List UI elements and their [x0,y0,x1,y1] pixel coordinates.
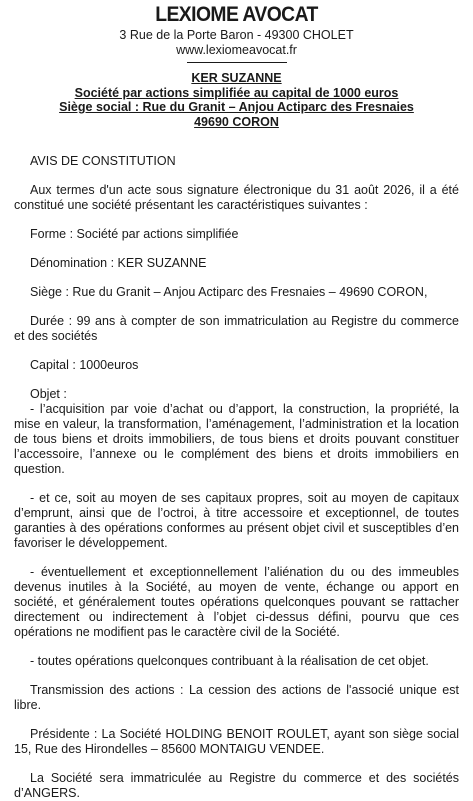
notice-transmission: Transmission des actions : La cession des actions de l'associé unique est libre. [14,683,459,712]
notice-objet-1: - l’acquisition par voie d’achat ou d’apport, la construction, la propriété, la mise en valeur, la transformation, l’aménagement, l’administration et la location de tous biens et droits immobiliers, de tous biens et droits pouvant constituer l’accessoire, l’annexe ou le complément des biens et droits immobiliers en question. [14,402,459,476]
firm-name: LEXIOME AVOCAT [155,3,318,26]
notice-intro: Aux termes d'un acte sous signature électronique du 31 août 2026, il a été constitué une société présentant les caractéristiques suivantes : [14,183,459,212]
notice-capital: Capital : 1000euros [30,358,139,372]
notice-body [14,154,459,801]
notice-objet-3: - éventuellement et exceptionnellement l’aliénation du ou des immeubles devenus inutiles à la Société, au moyen de vente, échange ou apport en société, et généralement toutes opérations quelconques pouvant se rattacher directement ou indirectement à l’objet ci-dessus défini, pourvu que ces opérations ne modifient pas le caractère civil de la Société. [14,565,459,639]
notice-forme: Forme : Société par actions simplifiée [30,227,239,241]
company-seat: Siège social : Rue du Granit – Anjou Actiparc des Fresnaies [59,100,414,114]
notice-duree: Durée : 99 ans à compter de son immatriculation au Registre du commerce et des sociétés [14,314,459,343]
notice-objet-4: - toutes opérations quelconques contribuant à la réalisation de cet objet. [30,654,429,668]
notice-objet-2: - et ce, soit au moyen de ses capitaux propres, soit au moyen de capitaux d’emprunt, ainsi que de l’octroi, à titre accessoire et exceptionnel, de toutes garanties à des opérations conformes au présent objet civil et susceptibles d’en favoriser le développement. [14,491,459,550]
company-postal: 49690 CORON [194,114,279,129]
notice-immatriculation: La Société sera immatriculée au Registre du commerce et des sociétés d’ANGERS. [14,771,459,800]
header-divider [187,62,287,63]
notice-denomination: Dénomination : KER SUZANNE [30,256,207,270]
firm-address: 3 Rue de la Porte Baron - 49300 CHOLET [119,28,354,42]
company-form-capital: Société par actions simplifiée au capital de 1000 euros [74,85,399,100]
notice-siege: Siège : Rue du Granit – Anjou Actiparc des Fresnaies – 49690 CORON, [30,285,428,299]
notice-presidente: Présidente : La Société HOLDING BENOIT ROULET, ayant son siège social 15, Rue des Hirondelles – 85600 MONTAIGU VENDEE. [14,727,459,756]
notice-objet-label: Objet : [30,387,67,401]
firm-website: www.lexiomeavocat.fr [176,43,297,57]
company-name: KER SUZANNE [191,71,282,85]
notice-title: AVIS DE CONSTITUTION [30,154,176,168]
